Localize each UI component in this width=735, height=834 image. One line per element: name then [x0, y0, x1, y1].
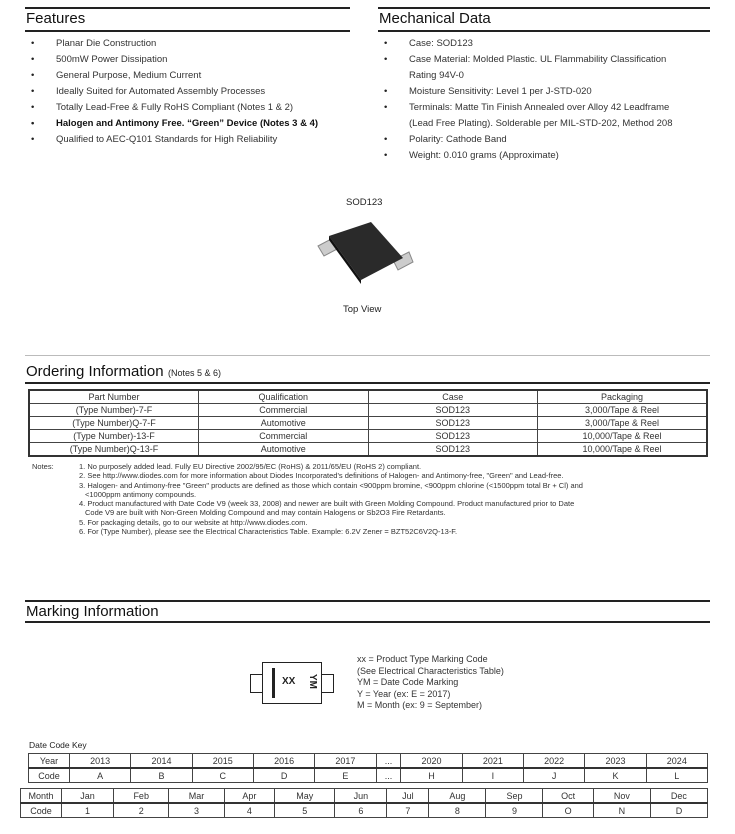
month-code-table [20, 788, 708, 818]
table-row: (Type Number)Q-13-F Automotive SOD123 10,000/Tape & Reel [29, 443, 707, 457]
list-item: • Ideally Suited for Automated Assembly Processes [25, 84, 355, 100]
rule [25, 621, 710, 623]
table-cell: 6 [335, 803, 387, 818]
table-cell: 2022 [524, 754, 585, 769]
features-list [25, 36, 355, 148]
table-row [21, 789, 708, 804]
table-cell: 4 [224, 803, 274, 818]
table-cell: N [593, 803, 650, 818]
table-cell: 3 [169, 803, 224, 818]
list-item: • Terminals: Matte Tin Finish Annealed over Alloy 42 Leadframe [378, 100, 718, 116]
table-cell: Mar [169, 789, 224, 804]
table-cell: 2 [114, 803, 169, 818]
marking-legend: xx = Product Type Marking Code (See Electrical Characteristics Table) YM = Date Code Marking Y = Year (ex: E = 2017) M = Month (ex: 9 = September) [357, 654, 504, 710]
table-row [21, 803, 708, 818]
table-cell: 8 [429, 803, 486, 818]
year-code-table [28, 753, 708, 783]
list-item: • Moisture Sensitivity: Level 1 per J-STD-020 [378, 84, 718, 100]
rule [25, 7, 350, 9]
table-cell: 2014 [131, 754, 192, 769]
table-row [29, 768, 708, 783]
sod123-package-image [315, 218, 415, 290]
table-cell: Dec [650, 789, 707, 804]
table-cell: 7 [387, 803, 429, 818]
table-cell: Aug [429, 789, 486, 804]
date-code-title: Date Code Key [29, 740, 87, 750]
table-cell: Code [29, 768, 70, 783]
table-cell: 2020 [401, 754, 462, 769]
list-item: • Case Material: Molded Plastic. UL Flammability Classification [378, 52, 718, 68]
rule [25, 30, 350, 32]
table-row: (Type Number)-13-F Commercial SOD123 10,000/Tape & Reel [29, 430, 707, 443]
mechanical-list [378, 36, 718, 164]
ordering-table [28, 389, 708, 457]
view-label: Top View [343, 304, 382, 315]
table-cell: I [462, 768, 523, 783]
table-cell: Code [21, 803, 62, 818]
mechanical-title: Mechanical Data [379, 10, 491, 27]
table-cell: Month [21, 789, 62, 804]
table-cell: O [543, 803, 593, 818]
table-header: Part Number Qualification Case Packaging [29, 390, 707, 404]
table-cell: 9 [486, 803, 543, 818]
table-cell: J [524, 768, 585, 783]
package-label: SOD123 [346, 197, 383, 208]
table-row: (Type Number)-7-F Commercial SOD123 3,000/Tape & Reel [29, 404, 707, 417]
table-cell: 5 [275, 803, 335, 818]
table-cell: Oct [543, 789, 593, 804]
table-cell: 2013 [70, 754, 131, 769]
list-item: • 500mW Power Dissipation [25, 52, 355, 68]
table-cell: ... [376, 754, 401, 769]
table-cell: 2016 [253, 754, 314, 769]
marking-title: Marking Information [26, 603, 159, 620]
rule [25, 382, 710, 384]
table-cell: E [315, 768, 376, 783]
ordering-title: Ordering Information (Notes 5 & 6) [26, 363, 222, 380]
table-cell: L [646, 768, 707, 783]
table-cell: 1 [62, 803, 114, 818]
table-row: (Type Number)Q-7-F Automotive SOD123 3,000/Tape & Reel [29, 417, 707, 430]
table-cell: A [70, 768, 131, 783]
notes-list: 1. No purposely added lead. Fully EU Directive 2002/95/EC (RoHS) & 2011/65/EU (RoHS 2) compliant. 2. See http://www.diodes.com for more information about Diodes Incorporated's definitions of Halogen- and Antimony-free, "Green" and Lead-free. 3. Halogen- and Antimony-free "Green" products are defined as those which contain <900ppm bromine, <900ppm chlorine (<1500ppm total Br + Cl) and <1000ppm antimony compounds. 4. Product manufactured with Date Code V9 (week 33, 2008) and newer are built with Green Molding Compound. Product manufactured prior to Date Code V9 are built with Non-Green Molding Compound and may contain Halogens or Sb2O3 Fire Retardants. 5. For packaging details, go to our website at http://www.diodes.com. 6. For (Type Number), please see the Electrical Characteristics Table. Example: 6.2V Zener = BZT52C6V2Q-13-F. [79, 462, 583, 537]
table-cell: Feb [114, 789, 169, 804]
table-cell: 2021 [462, 754, 523, 769]
table-cell: 2023 [585, 754, 646, 769]
list-item: • Halogen and Antimony Free. “Green” Device (Notes 3 & 4) [25, 116, 355, 132]
table-cell: K [585, 768, 646, 783]
table-cell: 2017 [315, 754, 376, 769]
table-cell: ... [376, 768, 401, 783]
table-cell: Sep [486, 789, 543, 804]
list-item: Rating 94V-0 [409, 70, 464, 81]
table-cell: May [275, 789, 335, 804]
table-cell: Year [29, 754, 70, 769]
marking-diagram: XX YM [250, 662, 334, 704]
list-item: • Weight: 0.010 grams (Approximate) [378, 148, 718, 164]
table-cell: 2024 [646, 754, 707, 769]
list-item: • General Purpose, Medium Current [25, 68, 355, 84]
table-cell: Nov [593, 789, 650, 804]
table-cell: Jan [62, 789, 114, 804]
list-item: • Totally Lead-Free & Fully RoHS Compliant (Notes 1 & 2) [25, 100, 355, 116]
rule [378, 30, 710, 32]
table-cell: Apr [224, 789, 274, 804]
notes-label: Notes: [32, 462, 54, 471]
list-item: (Lead Free Plating). Solderable per MIL-STD-202, Method 208 [409, 118, 673, 129]
table-cell: H [401, 768, 462, 783]
features-title: Features [26, 10, 86, 27]
table-cell: B [131, 768, 192, 783]
rule [378, 7, 710, 9]
list-item: • Polarity: Cathode Band [378, 132, 718, 148]
table-cell: Jun [335, 789, 387, 804]
table-cell: C [192, 768, 253, 783]
list-item: • Planar Die Construction [25, 36, 355, 52]
table-cell: Jul [387, 789, 429, 804]
table-cell: D [650, 803, 707, 818]
rule [25, 355, 710, 356]
table-row [29, 754, 708, 769]
list-item: • Qualified to AEC-Q101 Standards for High Reliability [25, 132, 355, 148]
list-item: • Case: SOD123 [378, 36, 718, 52]
table-cell: D [253, 768, 314, 783]
rule [25, 600, 710, 602]
table-cell: 2015 [192, 754, 253, 769]
